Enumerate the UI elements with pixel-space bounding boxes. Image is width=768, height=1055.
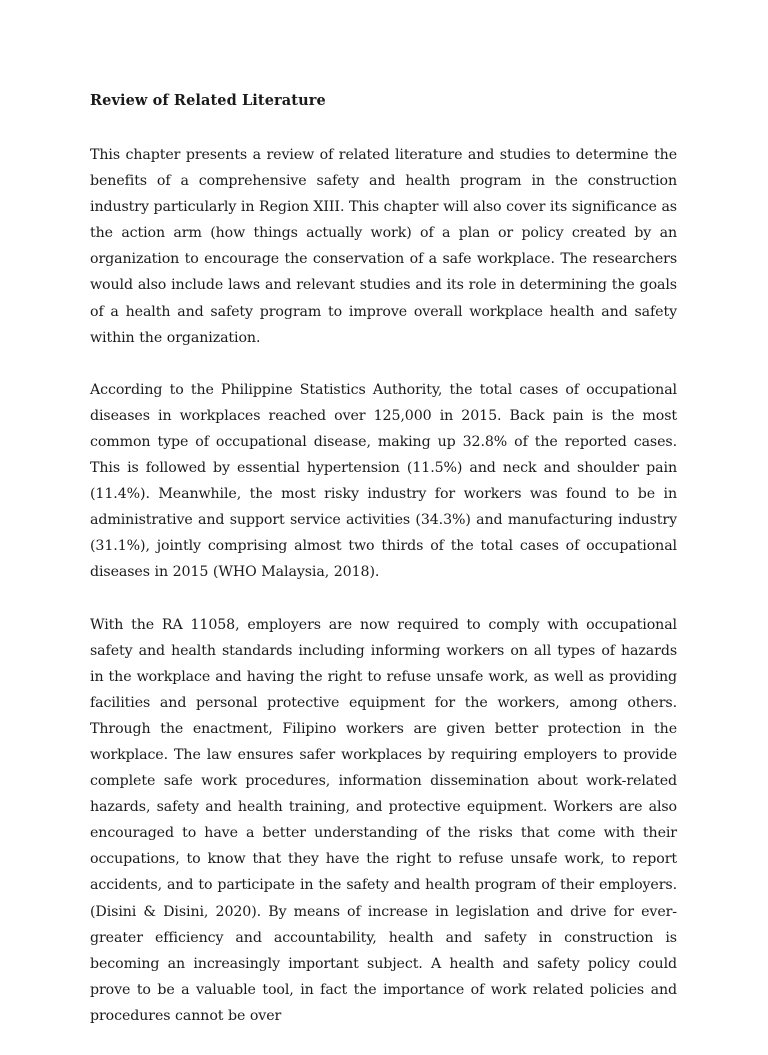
document-page [90, 88, 677, 1055]
paragraph-statistics: According to the Philippine Statistics Authority, the total cases of occupational diseases in workplaces reached over 125,000 in 2015. Back pain is the most common type of occupational disease, making up 32.8% of the reported cases. This is followed by essential hypertension (11.5%) and neck and shoulder pain (11.4%). Meanwhile, the most risky industry for workers was found to be in administrative and support service activities (34.3%) and manufacturing industry (31.1%), jointly comprising almost two thirds of the total cases of occupational diseases in 2015 (WHO Malaysia, 2018). [90, 381, 677, 581]
paragraph-ra-11058: With the RA 11058, employers are now required to comply with occupational safety and health standards including informing workers on all types of hazards in the workplace and having the right to refuse unsafe work, as well as providing facilities and personal protective equipment for the workers, among others. Through the enactment, Filipino workers are given better protection in the workplace. The law ensures safer workplaces by requiring employers to provide complete safe work procedures, information dissemination about work-related hazards, safety and health training, and protective equipment. Workers are also encouraged to have a better understanding of the risks that come with their occupations, to know that they have the right to refuse unsafe work, to report accidents, and to participate in the safety and health program of their employers. (Disini & Disini, 2020). By means of increase in legislation and drive for ever-greater efficiency and accountability, health and safety in construction is becoming an increasingly important subject. A health and safety policy could prove to be a valuable tool, in fact the importance of work related policies and procedures cannot be over [90, 616, 677, 1024]
section-title: Review of Related Literature [90, 92, 326, 109]
paragraph-intro: This chapter presents a review of related literature and studies to determine the benefits of a comprehensive safety and health program in the construction industry particularly in Region XIII. This chapter will also cover its significance as the action arm (how things actually work) of a plan or policy created by an organization to encourage the conservation of a safe workplace. The researchers would also include laws and relevant studies and its role in determining the goals of a health and safety program to improve overall workplace health and safety within the organization. [90, 147, 677, 346]
